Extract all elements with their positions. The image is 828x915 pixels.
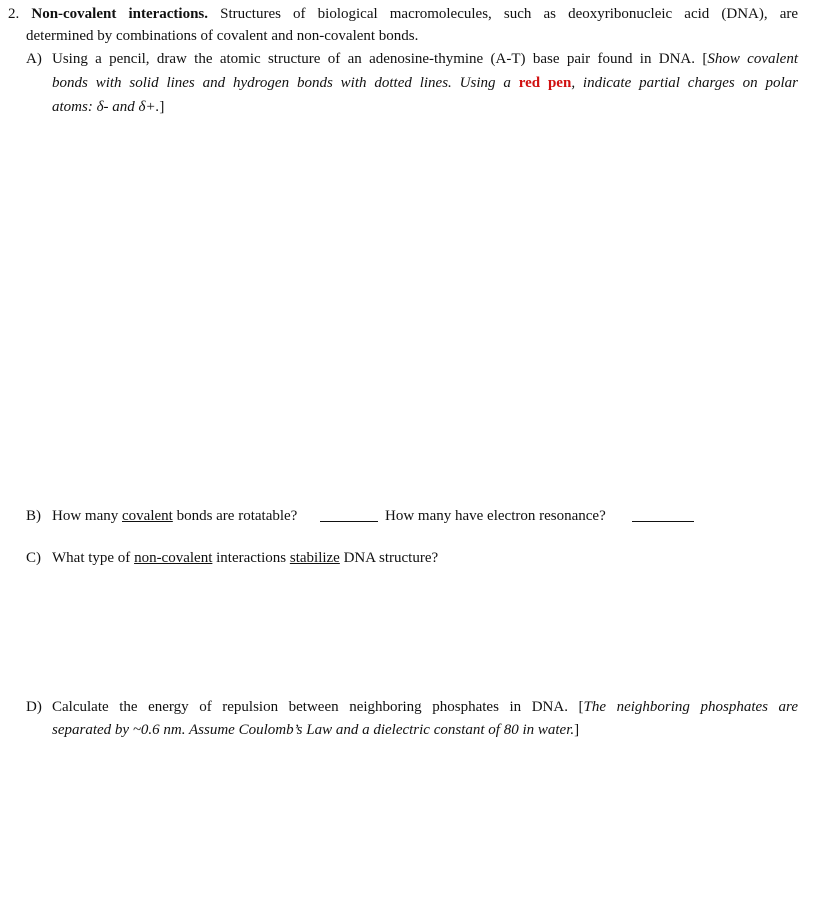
red-pen-text: red pen (518, 75, 572, 91)
question-intro-text: Structures of biological macromolecules, such as deoxyribonucleic acid (DNA), are (220, 6, 799, 22)
part-d-line2: separated by ~0.6 nm. Assume Coulomb’s Law and a dielectric constant of 80 in water.] (52, 722, 580, 738)
part-d-answer-area[interactable] (26, 748, 798, 898)
part-a-line2: bonds with solid lines and hydrogen bonds with dotted lines. Using a red pen, indicate partial charges on polar (52, 75, 798, 91)
drawing-area[interactable] (26, 125, 798, 495)
part-b-label: B) (26, 508, 41, 524)
resonance-bonds-answer-blank[interactable] (632, 507, 694, 522)
question-2-intro-line1 (8, 4, 798, 24)
question-number: 2. (8, 6, 20, 22)
part-a-line3: atoms: δ- and δ+.] (52, 99, 165, 115)
part-b-question-2: How many have electron resonance? (385, 508, 606, 524)
question-2-intro-line2: determined by combinations of covalent and non-covalent bonds. (26, 28, 419, 44)
part-a-line1: Using a pencil, draw the atomic structure of an adenosine-thymine (A-T) base pair found in DNA. [Show covalent (52, 51, 798, 67)
part-d-label: D) (26, 699, 42, 715)
part-c-question: What type of non-covalent interactions stabilize DNA structure? (52, 550, 439, 566)
part-a-label: A) (26, 51, 42, 67)
part-d-line1: Calculate the energy of repulsion between neighboring phosphates in DNA. [The neighboring phosphates are (52, 699, 798, 715)
part-c-answer-area[interactable] (26, 575, 798, 690)
rotatable-bonds-answer-blank[interactable] (320, 507, 378, 522)
part-b-question: How many covalent bonds are rotatable? (52, 508, 298, 524)
part-c-label: C) (26, 550, 41, 566)
question-title: Non-covalent interactions. (31, 6, 209, 22)
